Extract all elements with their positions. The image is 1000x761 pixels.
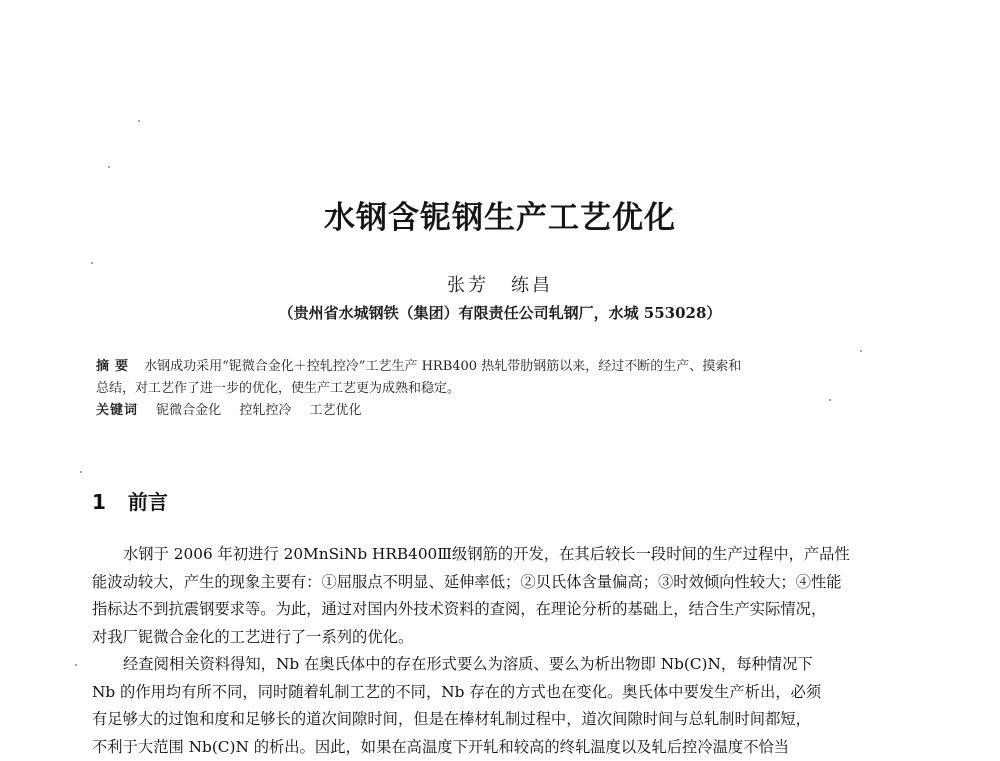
paragraph-line: Nb 的作用均有所不同，同时随着轧制工艺的不同，Nb 存在的方式也在变化。奥氏体中要发生产析出，必须 [92, 679, 912, 707]
paragraph-line: 水钢于 2006 年初进行 20MnSiNb HRB400Ⅲ级钢筋的开发，在其后较长一段时间的生产过程中，产品性 [92, 541, 912, 569]
abstract-text: 总结，对工艺作了进一步的优化，使生产工艺更为成熟和稳定。 [96, 378, 896, 400]
scan-speck [860, 350, 862, 352]
section-number: 1 [92, 490, 106, 514]
keywords-label: 关键词 [96, 403, 138, 418]
paragraph-line: 经查阅相关资料得知，Nb 在奥氏体中的存在形式要么为溶质、要么为析出物即 Nb(C)N，每种情况下 [92, 651, 912, 679]
author-list [0, 271, 1000, 297]
author-name: 张芳 [447, 275, 489, 296]
paragraph-line: 不利于大范围 Nb(C)N 的析出。因此，如果在高温度下开轧和较高的终轧温度以及轧后控冷温度不恰当 [92, 734, 912, 761]
paragraph-line: 有足够大的过饱和度和足够长的道次间隙时间，但是在棒材轧制过程中，道次间隙时间与总轧制时间都短， [92, 706, 912, 734]
section-title: 前言 [128, 490, 168, 514]
abstract-block [96, 356, 896, 422]
abstract-label: 摘要 [96, 359, 134, 374]
scan-speck [75, 664, 77, 666]
keyword: 工艺优化 [309, 403, 361, 418]
paragraph-line: 能波动较大，产生的现象主要有：①屈服点不明显、延伸率低；②贝氏体含量偏高；③时效倾向性较大；④性能 [92, 569, 912, 597]
paragraph-line: 指标达不到抗震钢要求等。为此，通过对国内外技术资料的查阅，在理论分析的基础上，结合生产实际情况， [92, 596, 912, 624]
scan-speck [80, 471, 82, 473]
author-affiliation: （贵州省水城钢铁（集团）有限责任公司轧钢厂，水城 553028） [0, 302, 1000, 323]
scan-speck [91, 262, 93, 264]
abstract-text: 水钢成功采用“铌微合金化＋控轧控冷”工艺生产 HRB400 热轧带肋钢筋以来，经过不断的生产、摸索和 [144, 359, 741, 374]
section-body [92, 541, 912, 761]
author-name: 练昌 [511, 275, 553, 296]
scan-speck [108, 166, 110, 168]
keyword: 控轧控冷 [239, 403, 291, 418]
paragraph-line: 对我厂铌微合金化的工艺进行了一系列的优化。 [92, 624, 912, 652]
paper-title: 水钢含铌钢生产工艺优化 [0, 192, 1000, 237]
keywords-line [96, 400, 896, 422]
section-heading [92, 486, 168, 515]
abstract-line [96, 356, 896, 378]
keyword: 铌微合金化 [156, 403, 221, 418]
scan-speck [138, 120, 140, 122]
